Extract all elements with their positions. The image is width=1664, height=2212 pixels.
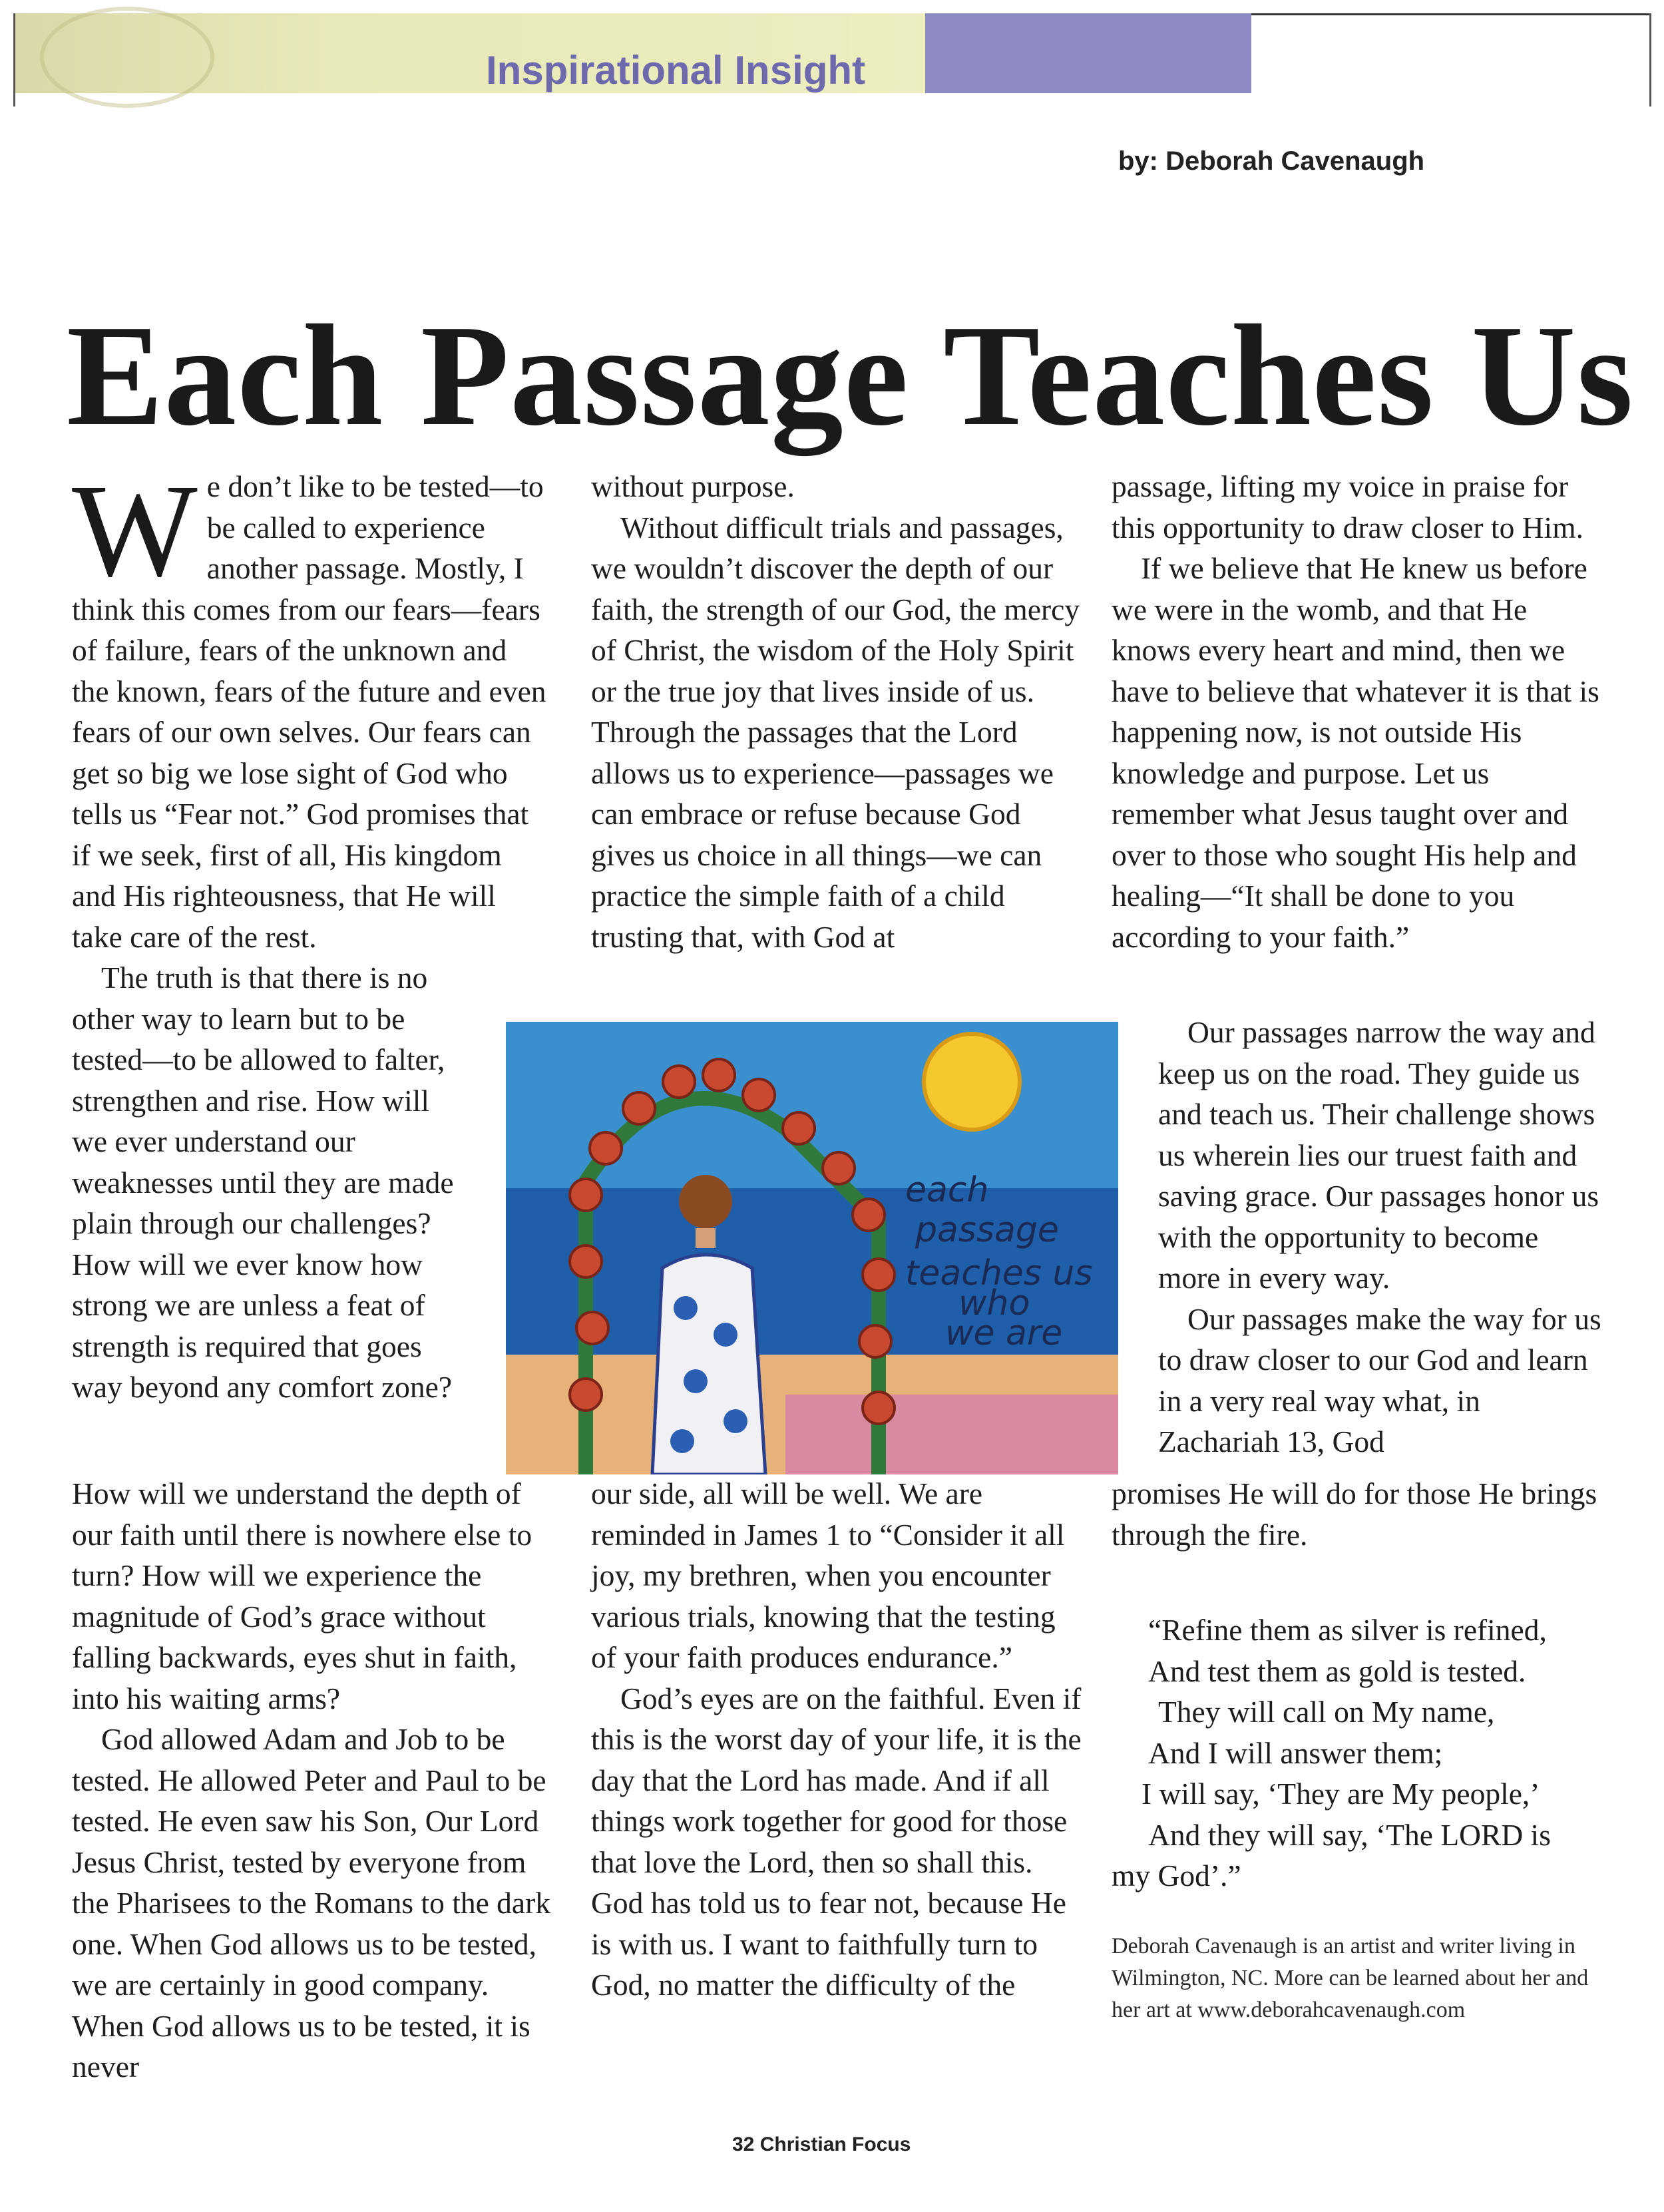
paragraph: e don’t like to be tested—to be called to experience another passage. Mostly, I think this comes from our fears—fears of failure, fears of the unknown and the known, fears of the future and even fears of our own selves. Our fears can get so big we lose sight of God who tells us “Fear not.” God promises that if we seek, first of all, His kingdom and His righteousness, that He will take care of the rest. [72, 469, 546, 954]
drop-cap: W [72, 457, 198, 604]
paragraph: The truth is that there is no other way to learn but to be tested—to be allowed to falter, strengthen and rise. How will we ever understand our weaknesses until they are made plain through our challenges? How will we ever know how strong we are unless a feat of strength is required that goes way beyond any comfort zone? [72, 961, 454, 1404]
byline: by: Deborah Cavenaugh [1118, 146, 1425, 176]
column-1-lower [72, 1473, 558, 2088]
paragraph: How will we understand the depth of our faith until there is nowhere else to turn? How will we experience the magnitude of God’s grace without falling backwards, eyes shut in faith, into his waiting arms? [72, 1476, 532, 1715]
art-caption-line: we are [945, 1313, 1063, 1353]
section-label: Inspirational Insight [486, 48, 866, 93]
scripture-quote [1112, 1610, 1604, 1896]
quote-line: And I will answer them; [1148, 1735, 1443, 1770]
header-rule [1251, 13, 1651, 15]
quote-line: And they will say, ‘The LORD is [1148, 1817, 1551, 1852]
painting-svg [506, 1022, 1118, 1474]
quote-line: I will say, ‘They are My people,’ [1142, 1777, 1540, 1811]
paragraph: God’s eyes are on the faithful. Even if this is the worst day of your life, it is the day that the Lord has made. And if all things work together for good for those that love the Lord, then so shall this. God has told us to fear not, because He is with us. I want to faithfully turn to God, no matter the difficulty of the [591, 1681, 1082, 2002]
paragraph: God allowed Adam and Job to be tested. He allowed Peter and Paul to be tested. He even saw his Son, Our Lord Jesus Christ, tested by everyone from the Pharisees to the Romans to the dark one. When God allows us to be tested, we are certainly in good company. When God allows us to be tested, it is never [72, 1722, 551, 2084]
paragraph: passage, lifting my voice in praise for this opportunity to draw closer to Him. [1112, 469, 1583, 545]
header-accent-block [925, 13, 1251, 93]
column-2-lower [591, 1473, 1084, 2006]
decorative-seal [40, 7, 214, 108]
quote-line: And test them as gold is tested. [1148, 1654, 1526, 1688]
paragraph: Without difficult trials and passages, we wouldn’t discover the depth of our faith, the strength of our God, the mercy of Christ, the wisdom of the Holy Spirit or the true joy that lives inside of us. Through the passages that the Lord allows us to experience—passages we can embrace or refuse because God gives us choice in all things—we can practice the simple faith of a child trusting that, with God at [591, 510, 1080, 954]
column-3-inset [1158, 1012, 1604, 1462]
column-1 [72, 457, 551, 1408]
right-frame-rule [1649, 13, 1651, 107]
sun-icon [924, 1034, 1020, 1130]
art-caption-line: who [958, 1283, 1030, 1323]
column-2 [591, 466, 1084, 957]
paragraph: without purpose. [591, 469, 795, 503]
paragraph: If we believe that He knew us before we were in the womb, and that He knows every heart and mind, then we have to believe that whatever it is that is happening now, is not outside His knowledge and purpose. Let us remember what Jesus taught over and over to those who sought His help and healing—“It shall be done to you according to your faith.” [1112, 551, 1599, 954]
column-3 [1112, 466, 1604, 957]
paragraph: Our passages narrow the way and keep us on the road. They guide us and teach us. Their challenge shows us wherein lies our truest faith and saving grace. Our passages honor us with the opportunity to become more in every way. [1158, 1015, 1599, 1295]
paragraph: our side, all will be well. We are reminded in James 1 to “Consider it all joy, my brethren, when you encounter various trials, knowing that the testing of your faith produces endurance.” [591, 1476, 1065, 1674]
quote-line: “Refine them as silver is refined, [1148, 1613, 1547, 1647]
column-3-lower [1112, 1473, 1604, 1555]
quote-line: They will call on My name, [1158, 1695, 1495, 1729]
paragraph: Our passages make the way for us to draw closer to our God and learn in a very real way what, in Zachariah 13, God [1158, 1301, 1601, 1458]
painting-illustration [506, 1022, 1118, 1474]
author-bio: Deborah Cavenaugh is an artist and writer living in Wilmington, NC. More can be learned about her and her art at www.deborahcavenaugh.com [1112, 1934, 1589, 2022]
art-caption-line: passage [915, 1210, 1059, 1250]
page-footer: 32 Christian Focus [732, 2133, 911, 2155]
left-frame-rule [13, 13, 15, 107]
article-title: Each Passage Teaches Us [67, 296, 1634, 456]
paragraph: promises He will do for those He brings through the fire. [1112, 1476, 1597, 1552]
art-caption-line: teaches us [905, 1253, 1093, 1293]
quote-line: my God’.” [1112, 1859, 1241, 1892]
art-caption-line: each [905, 1170, 989, 1210]
